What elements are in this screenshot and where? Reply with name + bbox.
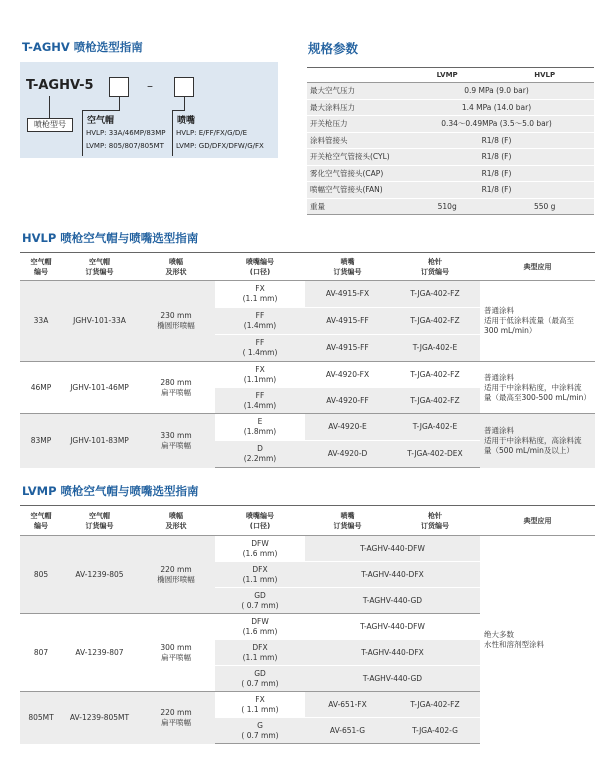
typical-application: 普通涂料 适用于中涂料粘度，中涂料流 量（最高至300-500 mL/min） bbox=[480, 362, 595, 414]
code-dash: – bbox=[147, 79, 153, 93]
spray-pattern: 300 mm 扁平喷幅 bbox=[137, 614, 215, 692]
spec-weight-row bbox=[307, 198, 594, 215]
nozzle-connector-h bbox=[172, 110, 185, 111]
spec-label: 最大空气压力 bbox=[307, 83, 399, 100]
cap-order: JGHV-101-33A bbox=[62, 281, 137, 362]
spec-value: 0.9 MPa (9.0 bar) bbox=[399, 83, 594, 100]
typical-application: 普通涂料 适用于低涂料流量（最高至 300 mL/min） bbox=[484, 306, 574, 335]
spec-value: R1/8 (F) bbox=[399, 149, 594, 166]
header-app: 典型应用 bbox=[480, 253, 595, 281]
model-label: 喷枪型号 bbox=[27, 118, 73, 132]
hvlp-section-title: HVLP 喷枪空气帽与喷嘴选型指南 bbox=[22, 231, 199, 245]
needle-order: T-AGHV-440-DFX bbox=[305, 562, 480, 588]
cap-order: JGHV-101-83MP bbox=[62, 414, 137, 468]
spec-label: 重量 bbox=[307, 198, 399, 215]
hvlp-header-row bbox=[20, 253, 595, 281]
cap-no: 33A bbox=[20, 281, 62, 362]
table-row bbox=[20, 536, 595, 562]
lvmp-table bbox=[20, 505, 595, 744]
spec-label: 喷幅空气管接头(FAN) bbox=[307, 182, 399, 199]
nozzle-code-box bbox=[174, 77, 194, 97]
nozzle-order: AV-4915-FF bbox=[305, 308, 390, 335]
aircap-connector bbox=[119, 97, 120, 110]
needle-order: T-JGA-402-DEX bbox=[390, 441, 480, 468]
aircap-hvlp: HVLP: 33A/46MP/83MP bbox=[86, 129, 166, 137]
aircap-connector-h bbox=[82, 110, 120, 111]
aircap-heading: 空气帽 bbox=[87, 116, 115, 126]
spec-row bbox=[307, 83, 594, 100]
needle-order: T-JGA-402-E bbox=[390, 414, 480, 441]
spec-label: 开关枪空气管接头(CYL) bbox=[307, 149, 399, 166]
header-cap-order: 空气帽 订货编号 bbox=[62, 506, 137, 536]
header-needle: 枪针 订货编号 bbox=[390, 506, 480, 536]
nozzle-order: AV-651-G bbox=[305, 718, 390, 744]
spec-value: R1/8 (F) bbox=[399, 132, 594, 149]
header-cap-no: 空气帽 编号 bbox=[20, 253, 62, 281]
nozzle-no: FF ( 1.4mm) bbox=[215, 335, 305, 362]
nozzle-bracket bbox=[172, 110, 173, 156]
nozzle-no: FF (1.4mm) bbox=[215, 308, 305, 335]
specs-header-hvlp: HVLP bbox=[495, 68, 594, 83]
spec-label: 雾化空气管接头(CAP) bbox=[307, 165, 399, 182]
nozzle-no: GD ( 0.7 mm) bbox=[215, 666, 305, 692]
needle-order: T-JGA-402-E bbox=[390, 335, 480, 362]
needle-order: T-AGHV-440-GD bbox=[305, 588, 480, 614]
hvlp-table bbox=[20, 252, 595, 468]
nozzle-hvlp: HVLP: E/FF/FX/G/D/E bbox=[176, 129, 248, 137]
spec-value: R1/8 (F) bbox=[399, 182, 594, 199]
nozzle-no: E (1.8mm) bbox=[215, 414, 305, 441]
nozzle-no: DFW (1.6 mm) bbox=[215, 614, 305, 640]
nozzle-no: GD ( 0.7 mm) bbox=[215, 588, 305, 614]
nozzle-heading: 喷嘴 bbox=[177, 116, 196, 126]
needle-order: T-AGHV-440-DFX bbox=[305, 640, 480, 666]
lvmp-section-title: LVMP 喷枪空气帽与喷嘴选型指南 bbox=[22, 484, 199, 498]
nozzle-no: D (2.2mm) bbox=[215, 441, 305, 468]
spec-row bbox=[307, 182, 594, 199]
nozzle-lvmp: LVMP: GD/DFX/DFW/G/FX bbox=[176, 142, 264, 150]
typical-application: 普通涂料 适用于中涂料粘度，高涂料流 量（500 mL/min及以上） bbox=[480, 414, 595, 468]
table-row bbox=[20, 362, 595, 388]
header-spray: 喷幅 及形状 bbox=[137, 506, 215, 536]
spec-value: 0.34～0.49MPa (3.5～5.0 bar) bbox=[399, 116, 594, 133]
needle-order: T-JGA-402-FZ bbox=[390, 388, 480, 414]
nozzle-no: DFW (1.6 mm) bbox=[215, 536, 305, 562]
aircap-lvmp: LVMP: 805/807/805MT bbox=[86, 142, 164, 150]
nozzle-order: AV-4915-FF bbox=[305, 335, 390, 362]
header-cap-order: 空气帽 订货编号 bbox=[62, 253, 137, 281]
spec-row bbox=[307, 132, 594, 149]
specs-header-row bbox=[307, 68, 594, 83]
spec-value: 1.4 MPa (14.0 bar) bbox=[399, 99, 594, 116]
spec-row bbox=[307, 165, 594, 182]
model-code: T-AGHV-5 bbox=[26, 78, 94, 93]
header-app: 典型应用 bbox=[480, 506, 595, 536]
table-row bbox=[20, 281, 595, 308]
nozzle-no: FX (1.1mm) bbox=[215, 362, 305, 388]
specs-header-blank bbox=[307, 68, 399, 83]
nozzle-connector bbox=[184, 97, 185, 110]
spray-pattern: 220 mm 扁平喷幅 bbox=[137, 692, 215, 744]
nozzle-order: AV-4920-FF bbox=[305, 388, 390, 414]
nozzle-order: AV-4920-E bbox=[305, 414, 390, 441]
header-nozzle-no: 喷嘴编号 (口径) bbox=[215, 253, 305, 281]
cap-order: JGHV-101-46MP bbox=[62, 362, 137, 414]
header-nozzle-order: 喷嘴 订货编号 bbox=[305, 253, 390, 281]
needle-order: T-AGHV-440-DFW bbox=[305, 614, 480, 640]
needle-order: T-JGA-402-FZ bbox=[390, 281, 480, 308]
cap-no: 805MT bbox=[20, 692, 62, 744]
spray-pattern: 330 mm 扁平喷幅 bbox=[137, 414, 215, 468]
cap-no: 46MP bbox=[20, 362, 62, 414]
cap-order: AV-1239-805 bbox=[62, 536, 137, 614]
needle-order: T-AGHV-440-GD bbox=[305, 666, 480, 692]
typical-application: 绝大多数 水性和溶剂型涂料 bbox=[484, 629, 544, 649]
nozzle-no: G ( 0.7 mm) bbox=[215, 718, 305, 744]
lvmp-header-row bbox=[20, 506, 595, 536]
spec-weight-lvmp: 510g bbox=[399, 198, 495, 215]
nozzle-order: AV-4920-FX bbox=[305, 362, 390, 388]
nozzle-order: AV-4920-D bbox=[305, 441, 390, 468]
spec-value: R1/8 (F) bbox=[399, 165, 594, 182]
cap-no: 805 bbox=[20, 536, 62, 614]
nozzle-no: DFX (1.1 mm) bbox=[215, 640, 305, 666]
needle-order: T-AGHV-440-DFW bbox=[305, 536, 480, 562]
table-row bbox=[20, 414, 595, 441]
nozzle-order: AV-651-FX bbox=[305, 692, 390, 718]
spec-label: 最大涂料压力 bbox=[307, 99, 399, 116]
needle-order: T-JGA-402-G bbox=[390, 718, 480, 744]
header-nozzle-order: 喷嘴 订货编号 bbox=[305, 506, 390, 536]
cap-no: 83MP bbox=[20, 414, 62, 468]
nozzle-no: FX (1.1 mm) bbox=[215, 281, 305, 308]
specs-header-lvmp: LVMP bbox=[399, 68, 495, 83]
nozzle-order: AV-4915-FX bbox=[305, 281, 390, 308]
spec-label: 开关枪压力 bbox=[307, 116, 399, 133]
spec-weight-hvlp: 550 g bbox=[495, 198, 594, 215]
nozzle-no: FF (1.4mm) bbox=[215, 388, 305, 414]
spray-pattern: 230 mm 椭圆形喷幅 bbox=[137, 281, 215, 362]
spec-row bbox=[307, 116, 594, 133]
spec-label: 涂料管接头 bbox=[307, 132, 399, 149]
header-needle: 枪针 订货编号 bbox=[390, 253, 480, 281]
nozzle-no: FX ( 1.1 mm) bbox=[215, 692, 305, 718]
needle-order: T-JGA-402-FZ bbox=[390, 308, 480, 335]
specs-title: 规格参数 bbox=[308, 41, 359, 56]
spray-pattern: 280 mm 扁平喷幅 bbox=[137, 362, 215, 414]
spec-row bbox=[307, 99, 594, 116]
cap-order: AV-1239-807 bbox=[62, 614, 137, 692]
spray-pattern: 220 mm 椭圆形喷幅 bbox=[137, 536, 215, 614]
header-nozzle-no: 喷嘴编号 (口径) bbox=[215, 506, 305, 536]
needle-order: T-JGA-402-FZ bbox=[390, 362, 480, 388]
spec-row bbox=[307, 149, 594, 166]
cap-no: 807 bbox=[20, 614, 62, 692]
header-cap-no: 空气帽 编号 bbox=[20, 506, 62, 536]
cap-order: AV-1239-805MT bbox=[62, 692, 137, 744]
specs-table bbox=[307, 67, 594, 215]
aircap-bracket bbox=[82, 110, 83, 156]
needle-order: T-JGA-402-FZ bbox=[390, 692, 480, 718]
model-connector bbox=[49, 96, 50, 118]
selection-guide-title: T-AGHV 喷枪选型指南 bbox=[22, 40, 143, 54]
header-spray: 喷幅 及形状 bbox=[137, 253, 215, 281]
nozzle-no: DFX (1.1 mm) bbox=[215, 562, 305, 588]
aircap-code-box bbox=[109, 77, 129, 97]
